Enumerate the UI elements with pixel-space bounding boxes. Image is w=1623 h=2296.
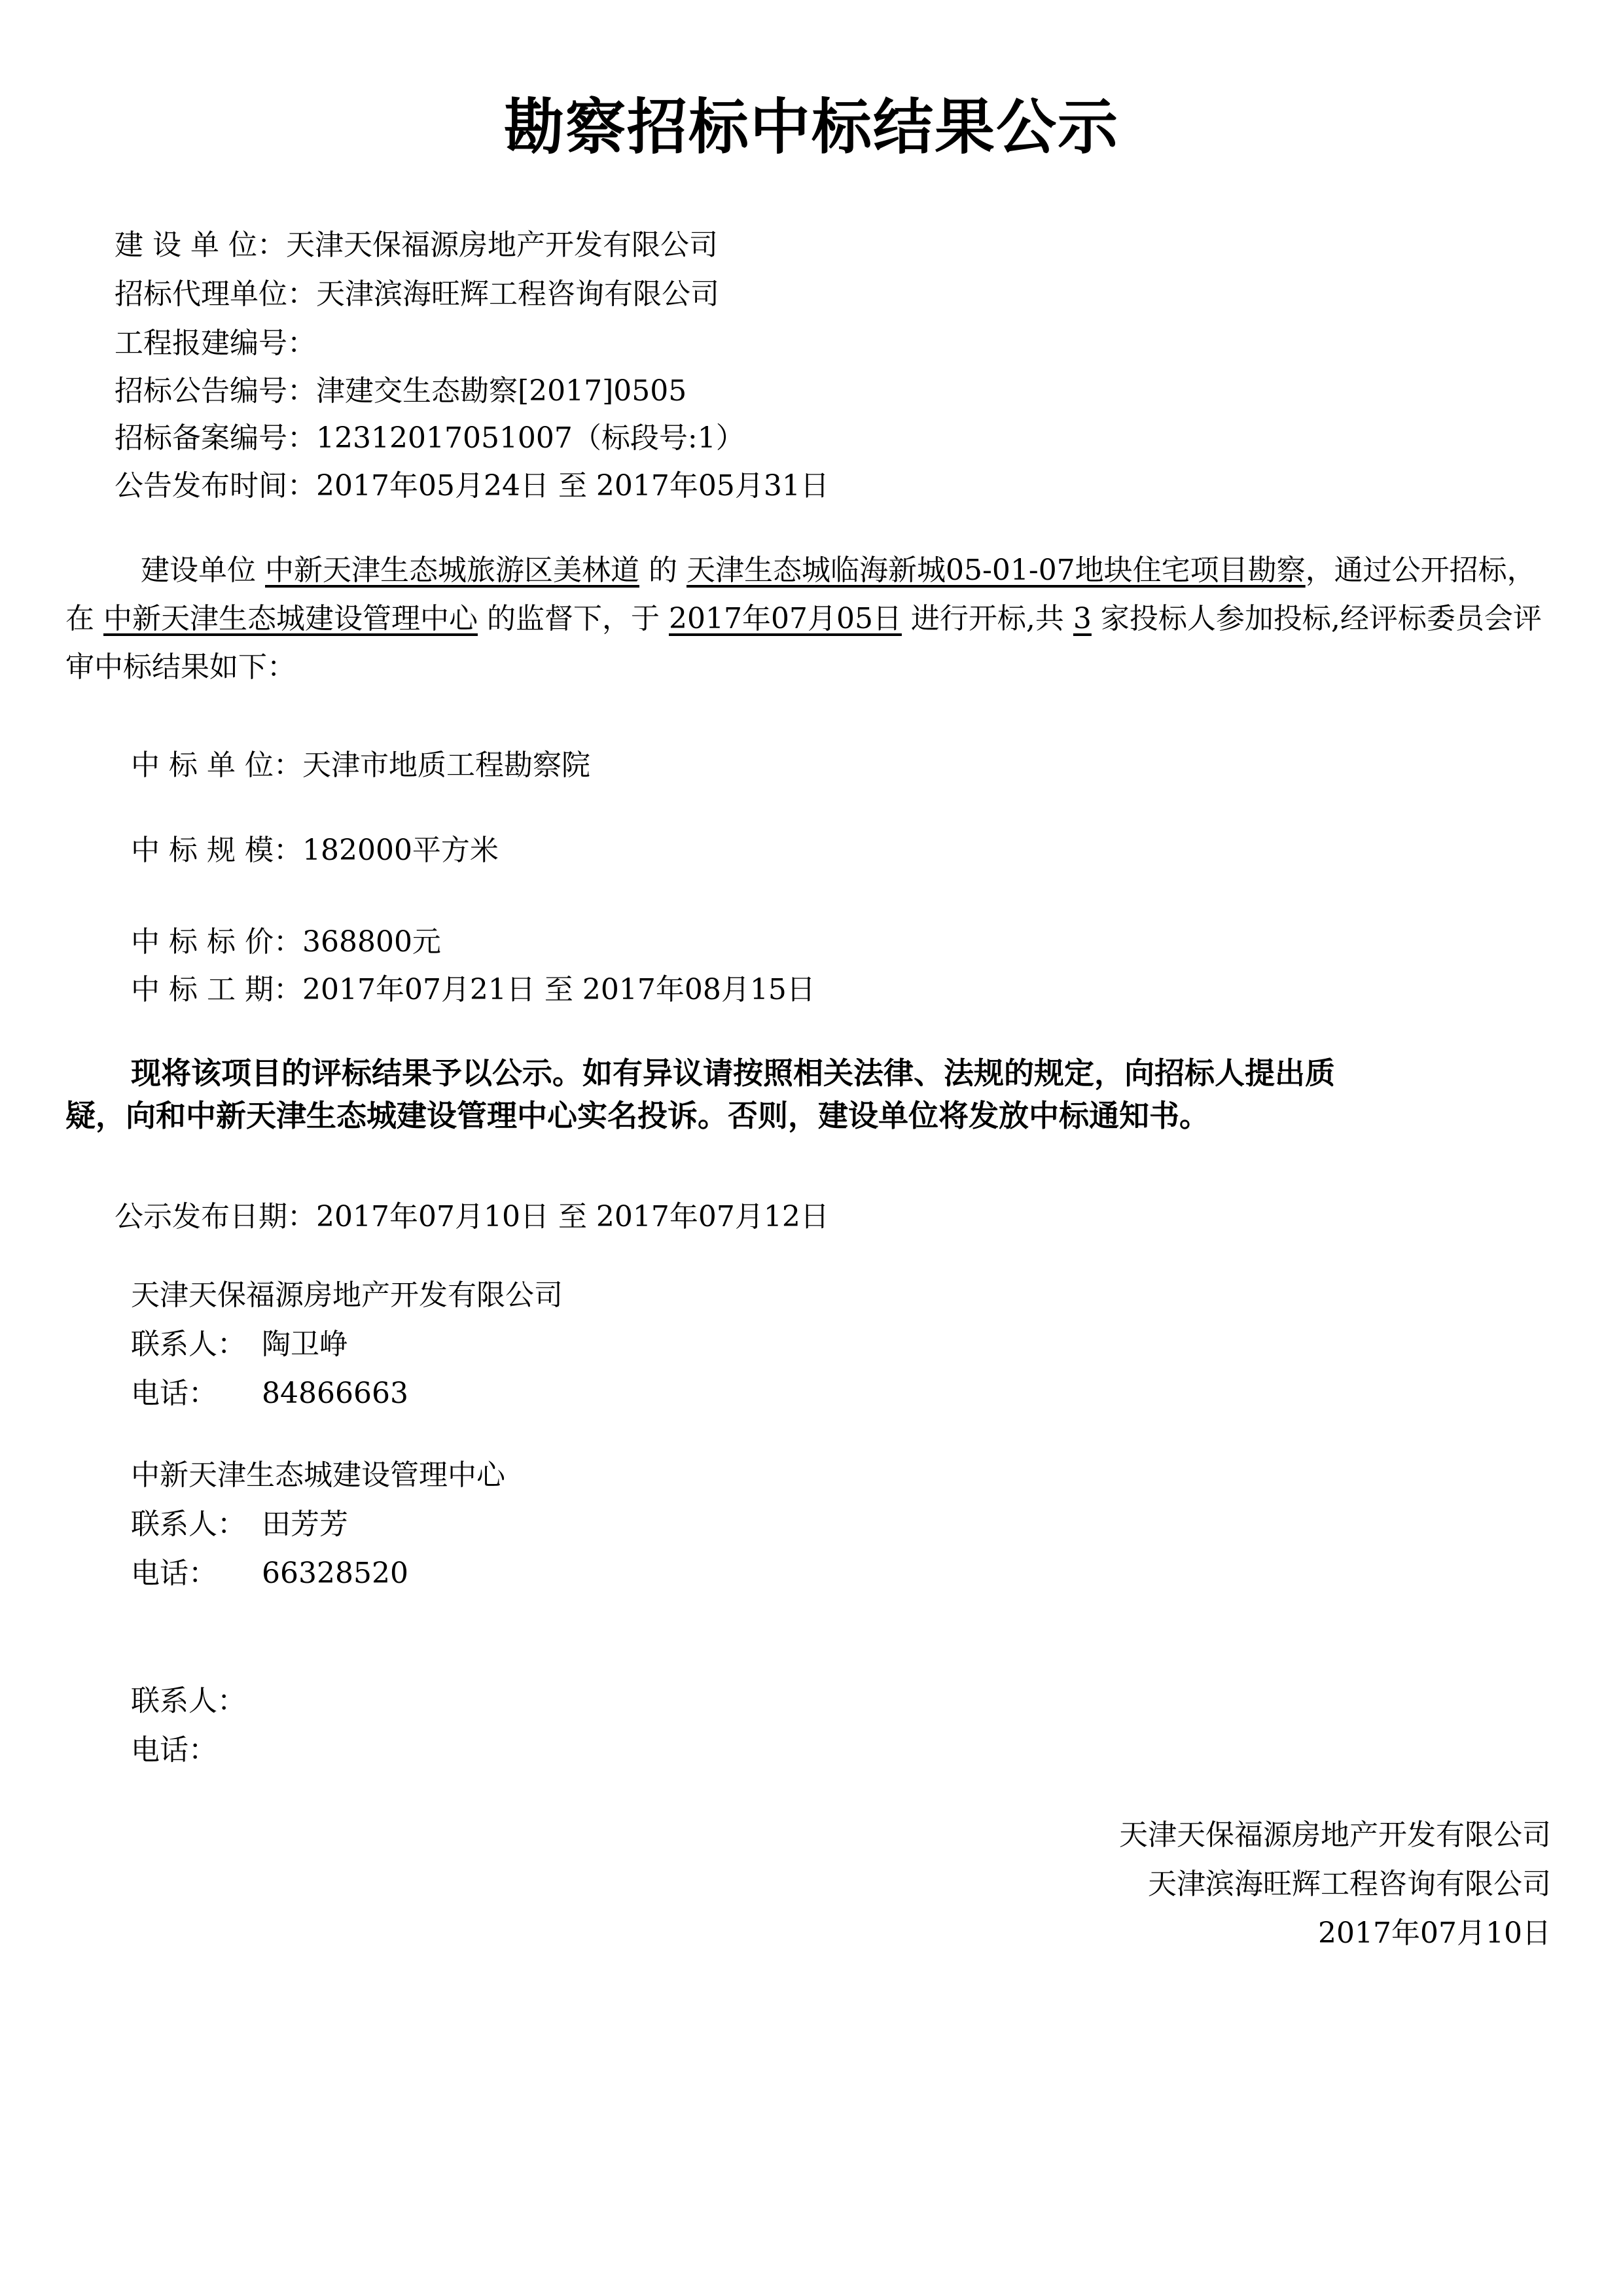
notice-line-1: 现将该项目的评标结果予以公示。如有异议请按照相关法律、法规的规定，向招标人提出质 (131, 1055, 1335, 1091)
signature-org-1: 天津天保福源房地产开发有限公司 (1119, 1818, 1551, 1852)
contact-2-person-label: 联系人： (131, 1508, 246, 1541)
publicity-date: 公示发布日期：2017年07月10日 至 2017年07月12日 (115, 1200, 829, 1233)
scale-label: 中 标 规 模： (131, 834, 302, 867)
project-name: 天津生态城临海新城05-01-07地块住宅项目勘察 (686, 554, 1306, 587)
contact-1-org: 天津天保福源房地产开发有限公司 (131, 1279, 563, 1312)
supervisor-name: 中新天津生态城建设管理中心 (103, 602, 478, 635)
winner-label: 中 标 单 位： (131, 749, 302, 782)
record-no-row (115, 419, 745, 458)
contact-1-person-label: 联系人： (131, 1328, 246, 1361)
open-date: 2017年07月05日 (668, 602, 902, 635)
main-paragraph (65, 546, 1558, 692)
publish-time-row (115, 467, 829, 506)
winner-row (131, 746, 590, 785)
scale-row (131, 831, 499, 870)
agent-row (115, 275, 719, 314)
contact-1-phone-label: 电话： (131, 1377, 217, 1410)
notice-no-value: 津建交生态勘察[2017]0505 (316, 374, 687, 408)
price-label: 中 标 标 价： (131, 925, 302, 959)
project-no-label: 工程报建编号： (115, 327, 316, 360)
bidder-count: 3 (1073, 602, 1092, 635)
record-no-label: 招标备案编号： (115, 421, 316, 455)
contact-2-phone-label: 电话： (131, 1557, 217, 1590)
para-text-5: 进行开标,共 (901, 602, 1073, 635)
contact-3-person-label: 联系人： (131, 1684, 246, 1718)
notice-no-row (115, 372, 687, 411)
builder-location: 中新天津生态城旅游区美林道 (265, 554, 639, 587)
project-no-row (115, 324, 316, 363)
agent-label: 招标代理单位： (115, 277, 316, 311)
publish-time-value: 2017年05月24日 至 2017年05月31日 (316, 469, 829, 503)
scale-value: 182000平方米 (302, 834, 499, 867)
contact-1-person: 陶卫峥 (262, 1328, 348, 1361)
period-value: 2017年07月21日 至 2017年08月15日 (302, 973, 815, 1006)
contact-3-phone-label: 电话： (131, 1733, 217, 1767)
period-row (131, 970, 815, 1010)
agent-value: 天津滨海旺辉工程咨询有限公司 (316, 277, 719, 311)
winner-value: 天津市地质工程勘察院 (302, 749, 590, 782)
contact-1-phone-row (131, 1374, 408, 1413)
contact-2-phone-row (131, 1554, 408, 1593)
period-label: 中 标 工 期： (131, 973, 302, 1006)
contact-2-phone: 66328520 (262, 1557, 408, 1590)
contact-2-person: 田芳芳 (262, 1508, 348, 1541)
signature-org-2: 天津滨海旺辉工程咨询有限公司 (1148, 1867, 1551, 1901)
builder-label: 建 设 单 位： (115, 228, 286, 262)
para-text-6: 家投标人参加投标,经评标委员会评审中标结果如下： (65, 602, 1542, 684)
para-text-3: ，通过公开招标，在 (65, 554, 1536, 635)
builder-row (115, 226, 718, 265)
para-text-4: 的监督下，于 (478, 602, 669, 635)
builder-value: 天津天保福源房地产开发有限公司 (285, 228, 718, 262)
para-text-1: 建设单位 (141, 554, 265, 587)
contact-2-person-row (131, 1505, 348, 1544)
contact-1-phone: 84866663 (262, 1377, 408, 1410)
price-row (131, 923, 441, 962)
contact-2-org: 中新天津生态城建设管理中心 (131, 1458, 505, 1492)
signature-date: 2017年07月10日 (1318, 1916, 1551, 1950)
page-title: 勘察招标中标结果公示 (503, 92, 1119, 162)
publish-time-label: 公告发布时间： (115, 469, 316, 503)
price-value: 368800元 (302, 925, 441, 959)
notice-no-label: 招标公告编号： (115, 374, 316, 408)
notice-line-2: 疑，向和中新天津生态城建设管理中心实名投诉。否则，建设单位将发放中标通知书。 (65, 1098, 1209, 1133)
record-no-value: 12312017051007（标段号:1） (316, 421, 745, 455)
para-text-2: 的 (639, 554, 687, 587)
contact-1-person-row (131, 1325, 348, 1364)
